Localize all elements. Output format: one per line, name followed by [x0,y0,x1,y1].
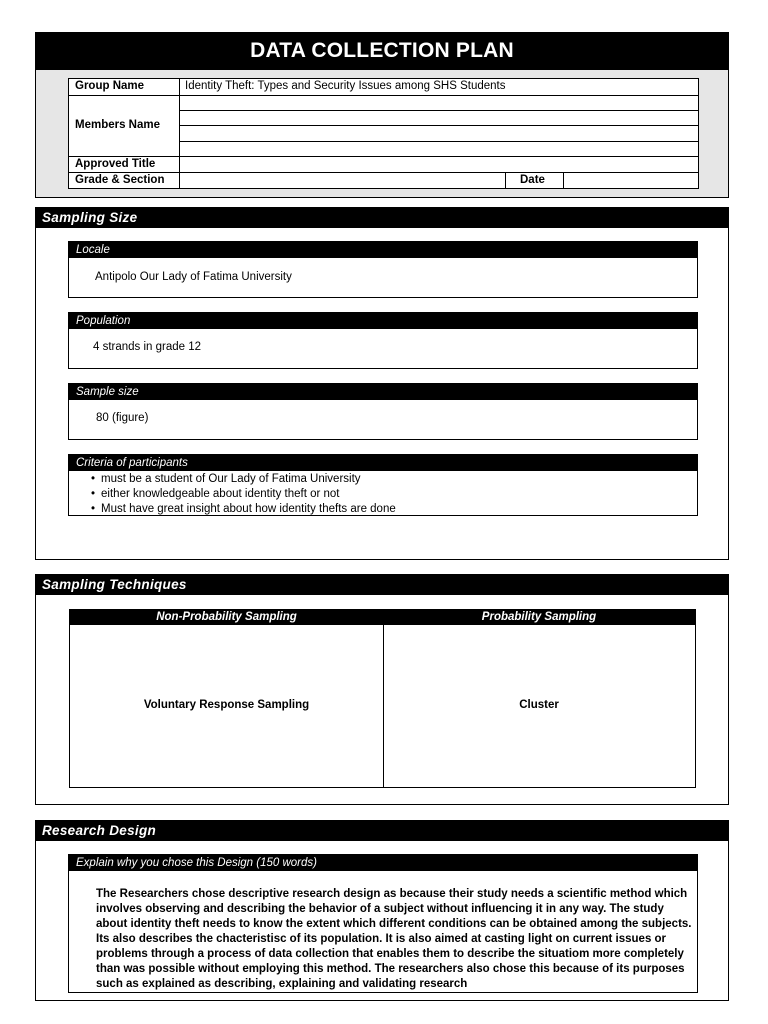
criteria-list [91,472,396,517]
population-value: 4 strands in grade 12 [93,341,202,353]
non-probability-header: Non-Probability Sampling [70,610,383,625]
sampling-size-header: Sampling Size [35,207,729,228]
list-item: • must be a student of Our Lady of Fatima University [91,472,396,487]
design-explain-label: Explain why you chose this Design (150 words) [69,855,697,871]
design-explanation-box [68,854,698,993]
non-probability-value: Voluntary Response Sampling [143,699,310,711]
population-label: Population [69,313,697,329]
list-item: • either knowledgeable about identity theft or not [91,487,396,502]
probability-header: Probability Sampling [383,610,695,625]
locale-value: Antipolo Our Lady of Fatima University [95,271,292,283]
locale-box [68,241,698,298]
members-name-label: Members Name [75,119,161,131]
sampling-techniques-header: Sampling Techniques [35,574,729,595]
locale-label: Locale [69,242,697,258]
group-name-value[interactable]: Identity Theft: Types and Security Issues among SHS Students [185,80,506,92]
group-name-label: Group Name [75,80,145,92]
design-explanation: The Researchers chose descriptive research design as because their study needs a scientific method which involves observing and describing the behavior of a subject without influencing it in any way. The study about identity theft needs to know the extent which different conditions can be obtained among the subjects. Its also describes the chacteristisc of its population. It is also aimed at casting light on current issues or problems through a process of data collection that enables them to describe the situatiom more completely than was possible without employing this method. The researchers also chose this because of its purposes such as explained as describing, explaining and validating research [96,888,692,990]
research-design-header: Research Design [35,820,729,841]
sample-size-box [68,383,698,440]
techniques-table [69,609,696,788]
grade-section-label: Grade & Section [75,174,165,186]
approved-title-label: Approved Title [75,158,156,170]
population-box [68,312,698,369]
criteria-label: Criteria of participants [69,455,697,471]
criteria-box [68,454,698,516]
info-table [68,78,699,189]
probability-value: Cluster [519,699,559,711]
date-label: Date [520,174,545,186]
sample-size-label: Sample size [69,384,697,400]
list-item: • Must have great insight about how identity thefts are done [91,502,396,517]
page-title: DATA COLLECTION PLAN [35,32,729,70]
sample-size-value: 80 (figure) [96,412,149,424]
